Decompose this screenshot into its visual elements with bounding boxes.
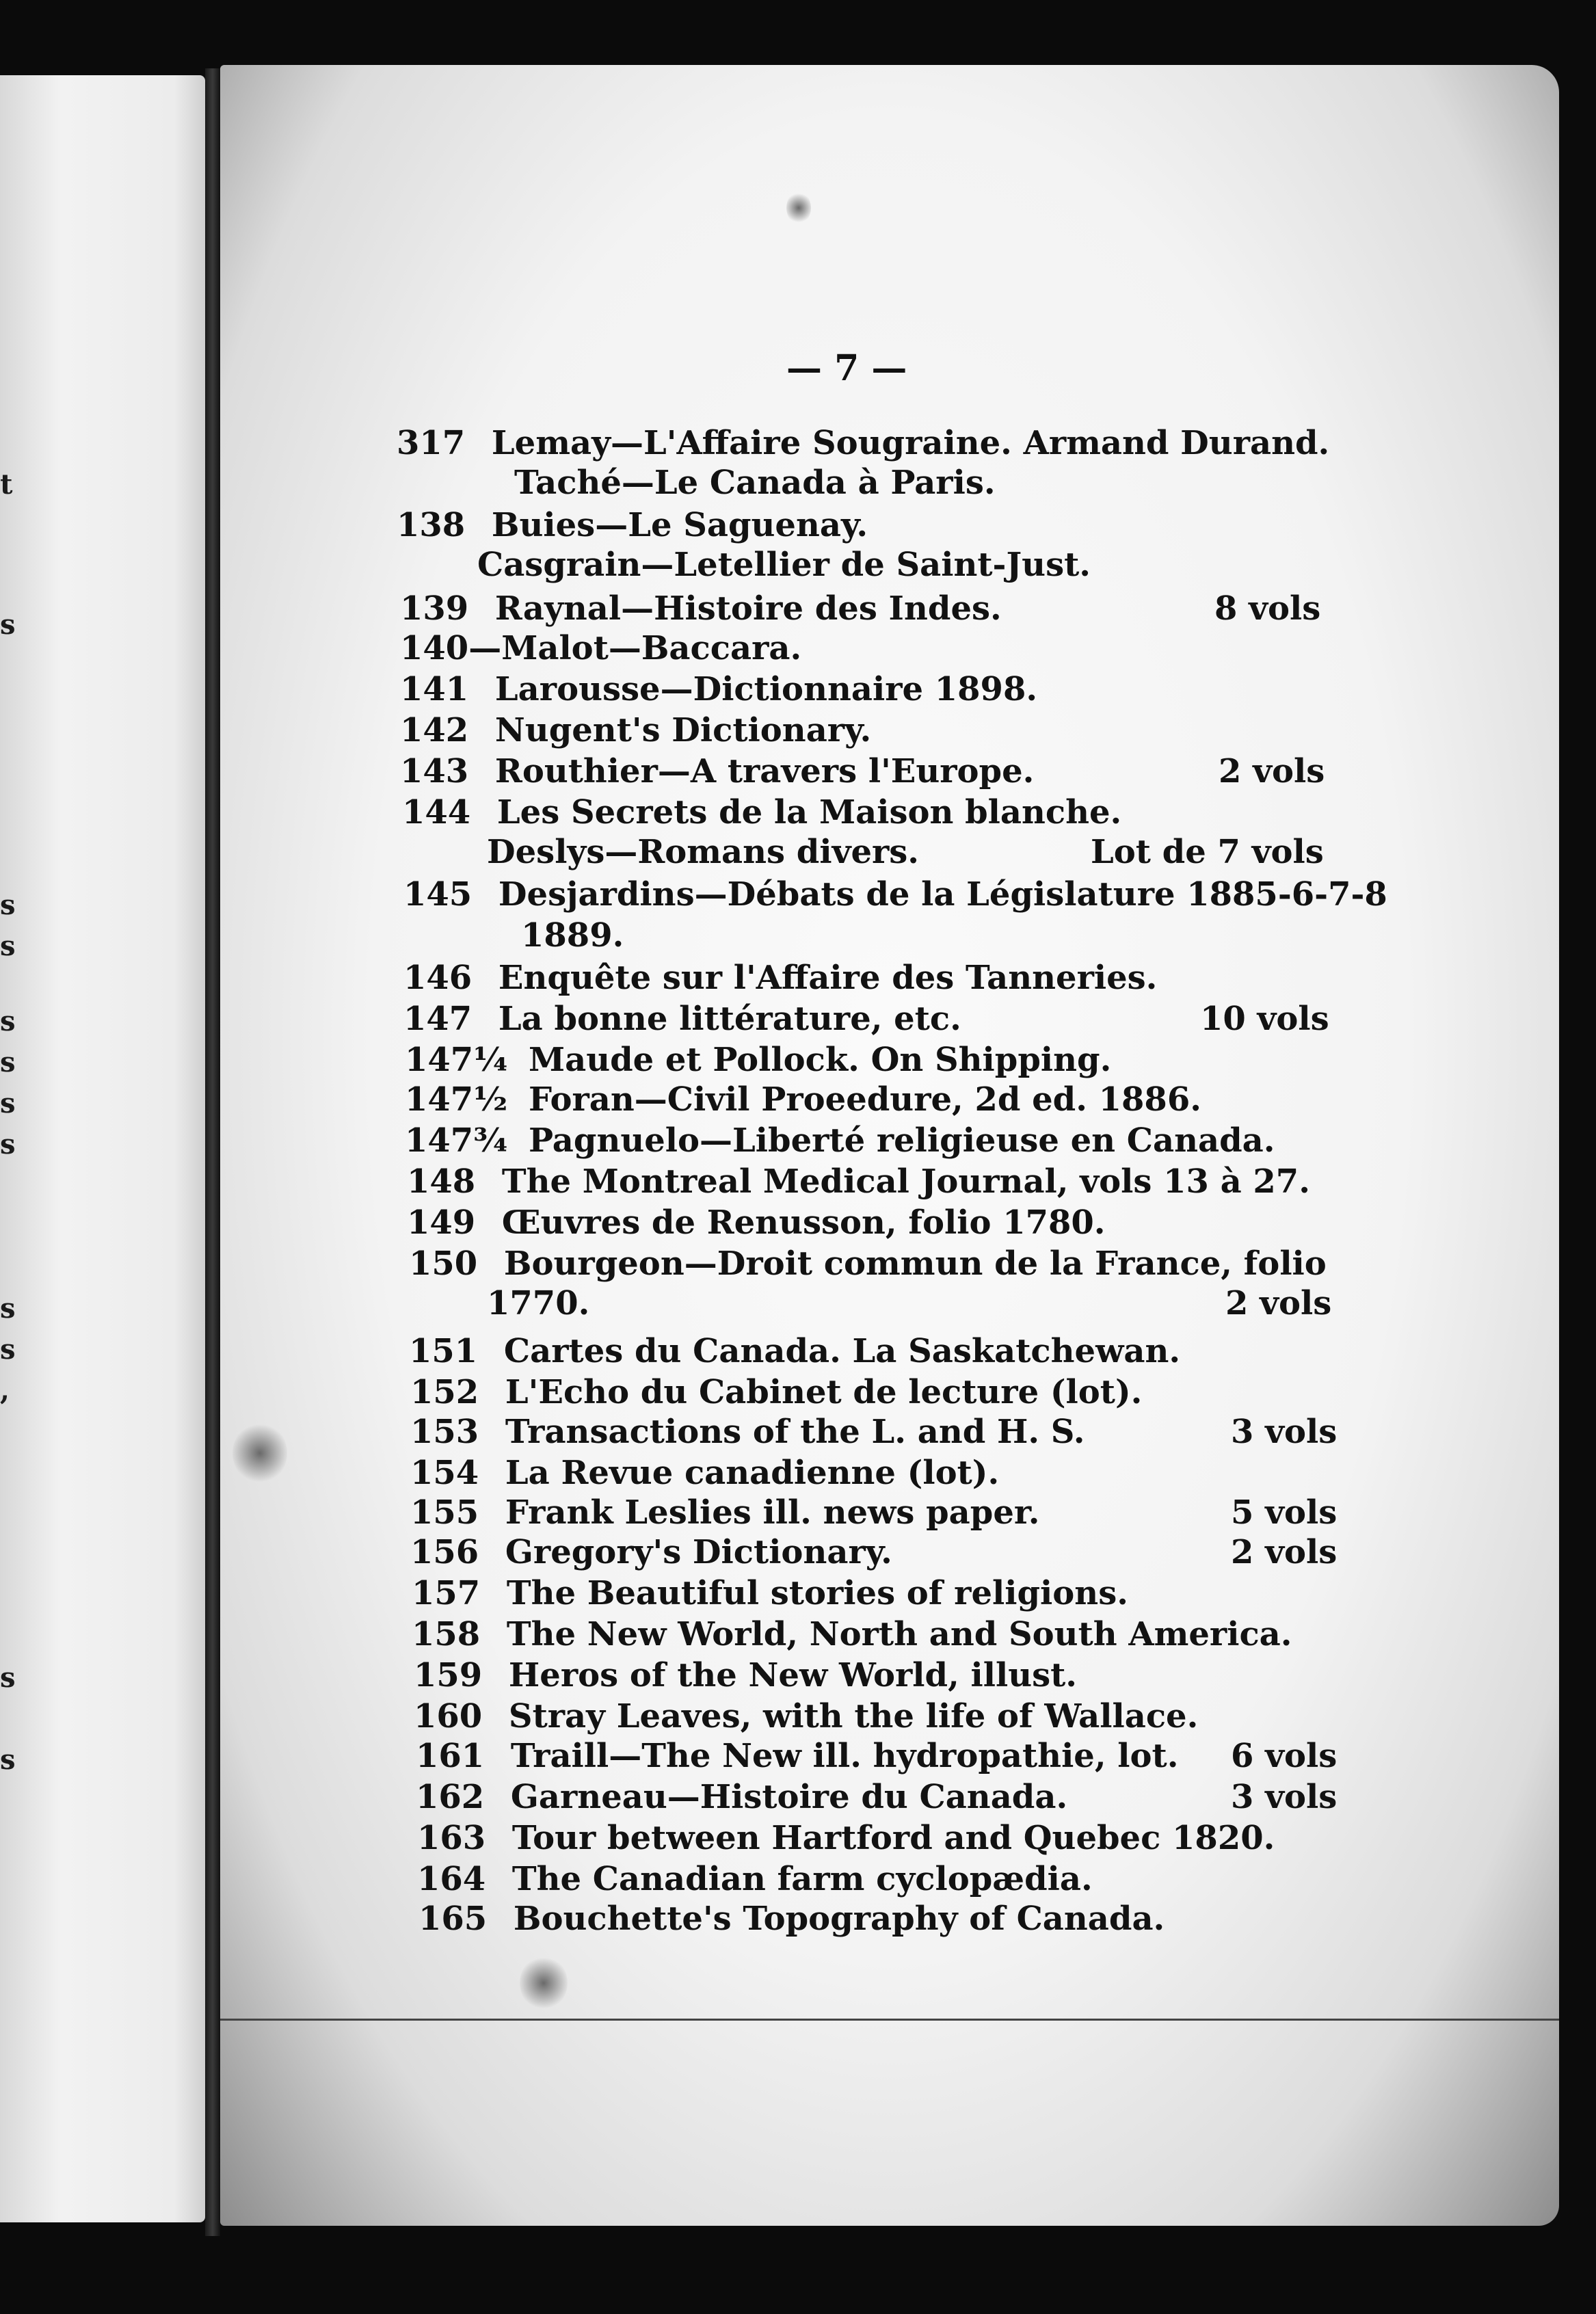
lot-number: 150 [409, 1245, 478, 1283]
lot-number: 156 [410, 1533, 479, 1571]
lot-title: Larousse—Dictionnaire 1898. [494, 670, 1038, 708]
list-item [417, 1860, 1093, 1898]
lot-number: 138 [397, 506, 466, 544]
lot-title: Raynal—Histoire des Indes. [494, 589, 1002, 628]
lot-number: 317 [397, 424, 466, 462]
lot-number: 147¼ [405, 1041, 508, 1079]
list-item [417, 1819, 1275, 1857]
lot-title: Cartes du Canada. La Saskatchewan. [503, 1332, 1181, 1370]
lot-number: 159 [414, 1656, 483, 1694]
lot-number: 151 [409, 1332, 478, 1370]
list-item [405, 1080, 1201, 1119]
lot-title: Buies—Le Saguenay. [491, 506, 868, 544]
volume-count: 2 vols [1225, 1284, 1332, 1322]
lot-title: Traill—The New ill. hydropathie, lot. [510, 1737, 1179, 1775]
lot-title: 1889. [521, 916, 624, 955]
lot-title: Œuvres de Renusson, folio 1780. [501, 1203, 1106, 1242]
list-item [400, 589, 1002, 628]
list-item [397, 506, 868, 544]
list-item [400, 752, 1034, 790]
lot-title: Tour between Hartford and Quebec 1820. [511, 1819, 1275, 1857]
lot-number: 147¾ [405, 1121, 508, 1160]
lot-title: Gregory's Dictionary. [505, 1533, 892, 1571]
margin-letter: t [0, 468, 13, 501]
lot-title: Deslys—Romans divers. [487, 833, 920, 871]
lot-number: 143 [400, 752, 469, 790]
lot-title: Les Secrets de la Maison blanche. [496, 793, 1122, 832]
lot-title: Desjardins—Débats de la Législature 1885-6-7-8 [498, 875, 1387, 914]
list-item [514, 464, 996, 502]
margin-letter: s [0, 930, 16, 962]
lot-title: The New World, North and South America. [506, 1615, 1292, 1653]
list-item [400, 629, 801, 667]
lot-title: Lemay—L'Affaire Sougraine. Armand Durand. [491, 424, 1330, 462]
lot-title: Maude et Pollock. On Shipping. [528, 1041, 1112, 1079]
lot-title: Malot—Baccara. [501, 629, 802, 667]
lot-number: 139 [400, 589, 469, 628]
volume-count: 3 vols [1231, 1413, 1338, 1451]
lot-number: 153 [410, 1413, 479, 1451]
lot-title: The Canadian farm cyclopædia. [511, 1860, 1093, 1898]
list-item [487, 1284, 589, 1322]
lot-title: Pagnuelo—Liberté religieuse en Canada. [528, 1121, 1275, 1160]
list-item [397, 424, 1329, 462]
lot-number: 142 [400, 711, 469, 749]
margin-letter: , [0, 1374, 10, 1407]
lot-number: 158 [412, 1615, 481, 1653]
lot-number: 154 [410, 1454, 479, 1492]
lot-number: 147½ [405, 1080, 508, 1119]
lot-number: 160 [414, 1697, 483, 1736]
list-item [418, 1900, 1165, 1938]
list-item [409, 1245, 1327, 1283]
lot-title: Routhier—A travers l'Europe. [494, 752, 1035, 790]
lot-title: 1770. [487, 1284, 590, 1322]
lot-title: Heros of the New World, illust. [508, 1656, 1078, 1694]
volume-count: Lot de 7 vols [1091, 833, 1324, 871]
lot-number: 164 [417, 1860, 486, 1898]
volume-count: 2 vols [1219, 752, 1325, 790]
list-item [410, 1454, 999, 1492]
lot-number: 146 [403, 959, 473, 997]
lot-title: Taché—Le Canada à Paris. [514, 464, 996, 502]
lot-title: Stray Leaves, with the life of Wallace. [508, 1697, 1199, 1736]
volume-count: 8 vols [1214, 589, 1321, 628]
lot-title: Casgrain—Letellier de Saint-Just. [477, 546, 1091, 584]
list-item [410, 1533, 892, 1571]
list-item [403, 1000, 961, 1038]
list-item [403, 875, 1387, 914]
volume-count: 2 vols [1231, 1533, 1338, 1571]
lot-number: 147 [403, 1000, 473, 1038]
margin-letter: s [0, 1087, 16, 1119]
volume-count: 3 vols [1231, 1778, 1338, 1816]
lot-title: Bourgeon—Droit commun de la France, folio [503, 1245, 1327, 1283]
lot-number: 149 [407, 1203, 476, 1242]
volume-count: 6 vols [1231, 1737, 1338, 1775]
list-item [407, 1162, 1310, 1201]
list-item [407, 1203, 1106, 1242]
list-item [410, 1493, 1039, 1532]
list-item [487, 833, 919, 871]
list-item [403, 959, 1157, 997]
lot-title: Enquête sur l'Affaire des Tanneries. [498, 959, 1158, 997]
lot-title: The Beautiful stories of religions. [506, 1574, 1128, 1612]
lot-number: 157 [412, 1574, 481, 1612]
list-item [400, 711, 871, 749]
list-item [521, 916, 624, 955]
lot-number: 141 [400, 670, 469, 708]
list-item [405, 1121, 1275, 1160]
margin-letter: s [0, 1333, 16, 1366]
list-item [410, 1413, 1085, 1451]
volume-count: 10 vols [1200, 1000, 1329, 1038]
lot-number: 165 [418, 1900, 488, 1938]
margin-letter: s [0, 1662, 16, 1694]
margin-letter: s [0, 1128, 16, 1160]
lot-number: 163 [417, 1819, 486, 1857]
margin-letter: s [0, 1046, 16, 1078]
volume-count: 5 vols [1231, 1493, 1338, 1532]
list-item [400, 670, 1037, 708]
list-item [416, 1778, 1067, 1816]
lot-title: Garneau—Histoire du Canada. [510, 1778, 1068, 1816]
list-item [414, 1656, 1077, 1694]
lot-number: 140— [400, 629, 502, 667]
list-item [412, 1574, 1128, 1612]
lot-title: L'Echo du Cabinet de lecture (lot). [505, 1373, 1143, 1411]
margin-letter: s [0, 1005, 16, 1037]
lot-number: 162 [416, 1778, 485, 1816]
lot-title: Nugent's Dictionary. [494, 711, 872, 749]
lot-title: La bonne littérature, etc. [498, 1000, 961, 1038]
lot-title: Bouchette's Topography of Canada. [513, 1900, 1165, 1938]
lot-number: 144 [402, 793, 471, 832]
list-item [477, 546, 1091, 584]
list-item [402, 793, 1121, 832]
lot-title: The Montreal Medical Journal, vols 13 à 27. [501, 1162, 1310, 1201]
lot-number: 152 [410, 1373, 479, 1411]
margin-letter: s [0, 889, 16, 921]
lot-title: Transactions of the L. and H. S. [505, 1413, 1085, 1451]
list-item [416, 1737, 1178, 1775]
lot-number: 155 [410, 1493, 479, 1532]
lot-title: La Revue canadienne (lot). [505, 1454, 1000, 1492]
lot-number: 145 [403, 875, 473, 914]
margin-letter: s [0, 1744, 16, 1776]
lot-title: Foran—Civil Proeedure, 2d ed. 1886. [528, 1080, 1201, 1119]
lot-title: Frank Leslies ill. news paper. [505, 1493, 1040, 1532]
list-item [412, 1615, 1292, 1653]
lot-number: 148 [407, 1162, 476, 1201]
list-item [409, 1332, 1180, 1370]
margin-letter: s [0, 609, 16, 641]
list-item [405, 1041, 1111, 1079]
lot-number: 161 [416, 1737, 485, 1775]
list-item [414, 1697, 1198, 1736]
list-item [410, 1373, 1142, 1411]
margin-letter: s [0, 1292, 16, 1325]
page-number: — 7 — [786, 347, 907, 389]
